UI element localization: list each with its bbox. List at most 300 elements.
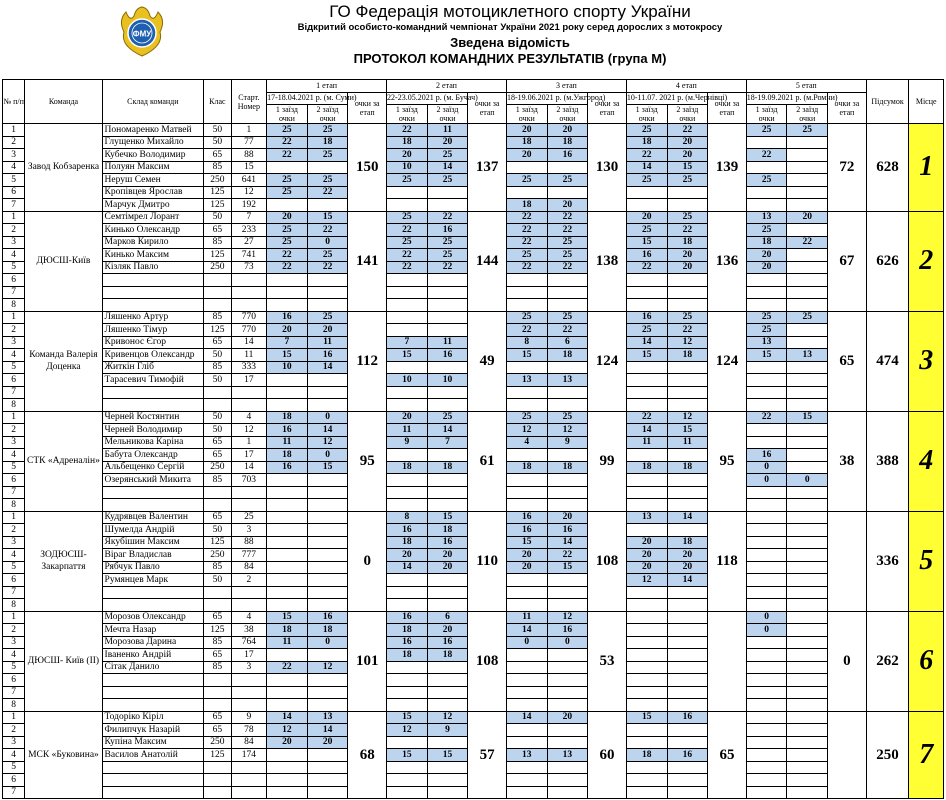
score-cell <box>787 286 828 299</box>
score-cell: 12 <box>626 574 667 587</box>
rider-index: 8 <box>3 599 25 612</box>
score-cell <box>626 374 667 387</box>
score-cell: 14 <box>307 361 348 374</box>
points-label: очки <box>758 114 775 123</box>
score-cell <box>506 599 547 612</box>
rider-name: Купіна Максим <box>102 736 204 749</box>
score-cell <box>427 286 468 299</box>
score-cell <box>667 361 708 374</box>
score-cell <box>547 386 588 399</box>
score-cell <box>387 774 428 787</box>
score-cell <box>787 136 828 149</box>
rider-index: 1 <box>3 711 25 724</box>
score-cell: 20 <box>267 211 308 224</box>
rider-index: 6 <box>3 274 25 287</box>
rider-index: 4 <box>3 449 25 462</box>
score-cell: 16 <box>667 711 708 724</box>
rider-index: 1 <box>3 511 25 524</box>
score-cell <box>427 486 468 499</box>
rider-index: 7 <box>3 786 25 799</box>
rider-name: Рябчук Павло <box>102 561 204 574</box>
run-header-5-2 <box>787 105 828 124</box>
team-total: 262 <box>866 611 909 711</box>
score-cell: 14 <box>427 161 468 174</box>
team-place: 3 <box>909 311 944 411</box>
rider-start-number <box>231 486 267 499</box>
score-cell: 15 <box>626 349 667 362</box>
score-cell: 20 <box>506 124 547 137</box>
score-cell: 22 <box>267 249 308 262</box>
score-cell: 25 <box>307 149 348 162</box>
score-cell <box>547 274 588 287</box>
table-row <box>3 211 944 224</box>
run-label: 2 заїзд <box>316 105 339 114</box>
score-cell <box>667 524 708 537</box>
score-cell <box>787 261 828 274</box>
rider-class <box>204 699 231 712</box>
score-cell <box>746 774 787 787</box>
score-cell: 25 <box>506 249 547 262</box>
rider-class: 50 <box>204 374 231 387</box>
score-cell: 18 <box>506 136 547 149</box>
score-cell: 25 <box>506 411 547 424</box>
score-cell <box>746 374 787 387</box>
rider-start-number: 4 <box>231 611 267 624</box>
score-cell <box>746 586 787 599</box>
team-stage-points: 57 <box>468 711 507 799</box>
run-label: 1 заїзд <box>515 105 538 114</box>
run-header-5-1 <box>746 105 787 124</box>
rider-start-number: 3 <box>231 661 267 674</box>
score-cell: 7 <box>427 436 468 449</box>
rider-index: 2 <box>3 224 25 237</box>
team-total: 250 <box>866 711 909 799</box>
score-cell: 15 <box>626 236 667 249</box>
score-cell: 18 <box>427 524 468 537</box>
rider-class: 85 <box>204 236 231 249</box>
run-label: 2 заїзд <box>556 105 579 114</box>
rider-start-number: 3 <box>231 524 267 537</box>
rider-index: 6 <box>3 674 25 687</box>
score-cell: 18 <box>547 461 588 474</box>
score-cell <box>667 299 708 312</box>
score-cell <box>667 486 708 499</box>
score-cell <box>387 661 428 674</box>
document-header <box>0 0 946 78</box>
rider-index: 4 <box>3 249 25 262</box>
score-cell: 12 <box>506 424 547 437</box>
rider-index: 1 <box>3 124 25 137</box>
score-cell <box>746 711 787 724</box>
score-cell: 16 <box>746 449 787 462</box>
rider-name: Житкін Гліб <box>102 361 204 374</box>
score-cell <box>506 699 547 712</box>
rider-start-number <box>231 774 267 787</box>
score-cell <box>746 399 787 412</box>
rider-name: Мельникова Каріна <box>102 436 204 449</box>
rider-index: 5 <box>3 661 25 674</box>
score-cell <box>787 461 828 474</box>
score-cell <box>387 736 428 749</box>
score-cell <box>387 574 428 587</box>
score-cell <box>547 499 588 512</box>
team-stage-points: 67 <box>828 211 867 311</box>
score-cell <box>387 486 428 499</box>
run-label: 1 заїзд <box>635 105 658 114</box>
rider-index: 6 <box>3 374 25 387</box>
rider-start-number <box>231 761 267 774</box>
rider-index: 8 <box>3 699 25 712</box>
score-cell: 20 <box>626 549 667 562</box>
col-header-roster: Склад команди <box>102 80 204 124</box>
score-cell: 18 <box>667 536 708 549</box>
team-total: 336 <box>866 511 909 611</box>
score-cell: 13 <box>787 349 828 362</box>
score-cell: 14 <box>506 624 547 637</box>
score-cell <box>547 574 588 587</box>
team-stage-points: 61 <box>468 411 507 511</box>
rider-name: Тодоріко Кіріл <box>102 711 204 724</box>
score-cell: 16 <box>547 524 588 537</box>
score-cell: 16 <box>626 311 667 324</box>
score-cell <box>506 399 547 412</box>
team-stage-points: 65 <box>708 711 747 799</box>
score-cell: 22 <box>547 224 588 237</box>
score-cell <box>267 524 308 537</box>
score-cell: 15 <box>387 349 428 362</box>
score-cell <box>307 286 348 299</box>
score-cell: 20 <box>626 561 667 574</box>
score-cell <box>387 686 428 699</box>
team-stage-points: 144 <box>468 211 507 311</box>
score-cell: 22 <box>547 211 588 224</box>
score-cell: 16 <box>427 536 468 549</box>
score-cell <box>626 674 667 687</box>
score-cell <box>667 736 708 749</box>
score-cell <box>787 749 828 762</box>
score-cell: 25 <box>267 236 308 249</box>
rider-index: 8 <box>3 299 25 312</box>
score-cell: 20 <box>427 136 468 149</box>
score-cell <box>307 511 348 524</box>
rider-name: Сітак Данило <box>102 661 204 674</box>
score-cell <box>547 399 588 412</box>
points-label: очки <box>559 114 576 123</box>
score-cell: 25 <box>267 224 308 237</box>
score-cell <box>307 399 348 412</box>
score-cell <box>267 386 308 399</box>
score-cell: 22 <box>506 261 547 274</box>
team-stage-points: 65 <box>828 311 867 411</box>
score-cell <box>787 599 828 612</box>
score-cell: 20 <box>307 324 348 337</box>
score-cell: 22 <box>626 411 667 424</box>
rider-name <box>102 286 204 299</box>
score-cell: 22 <box>307 224 348 237</box>
score-cell: 22 <box>626 149 667 162</box>
rider-index: 3 <box>3 536 25 549</box>
run-label: 1 заїзд <box>395 105 418 114</box>
team-stage-points: 124 <box>588 311 627 411</box>
score-cell <box>506 724 547 737</box>
score-cell: 6 <box>427 611 468 624</box>
rider-start-number: 78 <box>231 724 267 737</box>
score-cell <box>267 399 308 412</box>
score-cell <box>787 324 828 337</box>
score-cell <box>307 199 348 212</box>
team-stage-points: 68 <box>348 711 387 799</box>
score-cell <box>427 786 468 799</box>
score-cell <box>746 274 787 287</box>
score-cell <box>307 386 348 399</box>
score-cell <box>667 649 708 662</box>
score-cell: 18 <box>387 536 428 549</box>
score-cell: 16 <box>307 611 348 624</box>
table-row <box>3 511 944 524</box>
score-cell <box>746 674 787 687</box>
score-cell: 20 <box>667 149 708 162</box>
rider-class: 250 <box>204 736 231 749</box>
rider-index: 3 <box>3 336 25 349</box>
rider-index: 6 <box>3 474 25 487</box>
score-cell: 11 <box>667 436 708 449</box>
rider-index: 3 <box>3 149 25 162</box>
score-cell <box>267 749 308 762</box>
score-cell <box>787 586 828 599</box>
team-place: 1 <box>909 124 944 212</box>
score-cell <box>427 736 468 749</box>
score-cell <box>307 299 348 312</box>
score-cell <box>787 336 828 349</box>
rider-class: 125 <box>204 536 231 549</box>
score-cell <box>667 399 708 412</box>
score-cell: 18 <box>626 461 667 474</box>
score-cell <box>307 674 348 687</box>
score-cell: 16 <box>427 636 468 649</box>
rider-name: Іваненко Андрій <box>102 649 204 662</box>
rider-start-number: 12 <box>231 424 267 437</box>
score-cell <box>787 386 828 399</box>
rider-start-number: 777 <box>231 549 267 562</box>
rider-start-number: 764 <box>231 636 267 649</box>
score-cell: 25 <box>746 324 787 337</box>
score-cell <box>746 699 787 712</box>
rider-start-number <box>231 386 267 399</box>
score-cell: 20 <box>267 736 308 749</box>
team-stage-points: 53 <box>588 611 627 711</box>
rider-start-number: 1 <box>231 124 267 137</box>
rider-name: Якубішин Максим <box>102 536 204 549</box>
rider-name <box>102 399 204 412</box>
rider-index: 5 <box>3 561 25 574</box>
score-cell: 16 <box>267 461 308 474</box>
score-cell <box>547 649 588 662</box>
rider-name: Озерянський Микита <box>102 474 204 487</box>
score-cell: 22 <box>387 249 428 262</box>
score-cell <box>506 674 547 687</box>
score-cell: 22 <box>626 261 667 274</box>
rider-name: Бабута Олександр <box>102 449 204 462</box>
score-cell <box>427 386 468 399</box>
rider-index: 3 <box>3 736 25 749</box>
rider-start-number: 770 <box>231 324 267 337</box>
score-cell <box>307 761 348 774</box>
score-cell <box>626 611 667 624</box>
rider-name: Ляшенко Артур <box>102 311 204 324</box>
score-cell: 7 <box>267 336 308 349</box>
score-cell <box>506 786 547 799</box>
score-cell: 25 <box>307 174 348 187</box>
score-cell <box>787 724 828 737</box>
rider-start-number: 14 <box>231 336 267 349</box>
score-cell: 15 <box>506 349 547 362</box>
score-cell: 18 <box>547 136 588 149</box>
score-cell <box>667 761 708 774</box>
rider-class: 250 <box>204 461 231 474</box>
stage-header-3: 3 етап <box>506 80 626 93</box>
rider-name: Кропівцев Ярослав <box>102 186 204 199</box>
score-cell: 16 <box>387 524 428 537</box>
score-cell: 25 <box>746 311 787 324</box>
score-cell <box>387 674 428 687</box>
points-label: очки <box>638 114 655 123</box>
score-cell: 14 <box>626 336 667 349</box>
rider-index: 6 <box>3 186 25 199</box>
score-cell: 22 <box>387 261 428 274</box>
score-cell <box>387 274 428 287</box>
run-label: 2 заїзд <box>436 105 459 114</box>
score-cell <box>746 786 787 799</box>
rider-name: Морозов Олександр <box>102 611 204 624</box>
score-cell: 15 <box>387 749 428 762</box>
team-stage-points: 95 <box>708 411 747 511</box>
score-cell: 16 <box>626 249 667 262</box>
score-cell <box>506 361 547 374</box>
rider-start-number: 333 <box>231 361 267 374</box>
rider-start-number: 15 <box>231 161 267 174</box>
score-cell: 18 <box>267 411 308 424</box>
score-cell <box>787 711 828 724</box>
score-cell: 18 <box>626 749 667 762</box>
score-cell: 25 <box>547 311 588 324</box>
score-cell: 25 <box>427 236 468 249</box>
score-cell: 20 <box>267 324 308 337</box>
stage-header-5: 5 етап <box>746 80 866 93</box>
run-label: 1 заїзд <box>755 105 778 114</box>
rider-class: 50 <box>204 124 231 137</box>
rider-class <box>204 286 231 299</box>
rider-index: 4 <box>3 549 25 562</box>
score-cell <box>506 386 547 399</box>
table-row <box>3 611 944 624</box>
rider-name: Кривонос Єгор <box>102 336 204 349</box>
rider-class: 65 <box>204 711 231 724</box>
score-cell: 12 <box>667 411 708 424</box>
team-place: 5 <box>909 511 944 611</box>
rider-index: 1 <box>3 211 25 224</box>
rider-class: 65 <box>204 436 231 449</box>
score-cell <box>626 299 667 312</box>
score-cell <box>547 286 588 299</box>
score-cell: 20 <box>667 549 708 562</box>
rider-name <box>102 674 204 687</box>
score-cell: 22 <box>427 261 468 274</box>
stage-header-1: 1 етап <box>267 80 387 93</box>
score-cell: 15 <box>506 536 547 549</box>
rider-name <box>102 761 204 774</box>
rider-class: 50 <box>204 349 231 362</box>
rider-start-number <box>231 274 267 287</box>
score-cell <box>427 699 468 712</box>
rider-name <box>102 699 204 712</box>
score-cell: 22 <box>427 211 468 224</box>
rider-name: Неруш Семен <box>102 174 204 187</box>
score-cell: 22 <box>307 261 348 274</box>
score-cell <box>787 249 828 262</box>
score-cell <box>427 311 468 324</box>
score-cell: 22 <box>506 236 547 249</box>
score-cell: 9 <box>427 724 468 737</box>
score-cell: 18 <box>667 349 708 362</box>
score-cell: 22 <box>387 224 428 237</box>
score-cell: 25 <box>746 174 787 187</box>
rider-index: 7 <box>3 286 25 299</box>
score-cell: 16 <box>427 224 468 237</box>
col-header-total: Підсумок <box>866 80 909 124</box>
score-cell <box>626 699 667 712</box>
rider-class: 65 <box>204 224 231 237</box>
rider-index: 5 <box>3 261 25 274</box>
score-cell: 15 <box>307 211 348 224</box>
score-cell: 15 <box>427 511 468 524</box>
rider-class <box>204 599 231 612</box>
score-cell: 25 <box>626 324 667 337</box>
score-cell <box>267 549 308 562</box>
score-cell: 20 <box>547 511 588 524</box>
score-cell: 16 <box>427 349 468 362</box>
score-cell: 13 <box>746 211 787 224</box>
score-cell <box>667 599 708 612</box>
rider-index: 1 <box>3 311 25 324</box>
score-cell: 18 <box>387 461 428 474</box>
score-cell <box>506 661 547 674</box>
score-cell: 22 <box>307 186 348 199</box>
rider-index: 7 <box>3 586 25 599</box>
score-cell: 22 <box>547 261 588 274</box>
score-cell <box>787 624 828 637</box>
team-results-table <box>2 79 944 799</box>
score-cell <box>626 636 667 649</box>
score-cell <box>787 636 828 649</box>
score-cell <box>307 486 348 499</box>
table-row <box>3 311 944 324</box>
rider-index: 8 <box>3 399 25 412</box>
team-stage-points: 141 <box>348 211 387 311</box>
score-cell <box>746 549 787 562</box>
score-cell <box>746 574 787 587</box>
score-cell <box>547 774 588 787</box>
score-cell: 22 <box>667 324 708 337</box>
score-cell <box>787 511 828 524</box>
rider-name <box>102 586 204 599</box>
score-cell <box>547 686 588 699</box>
score-cell: 22 <box>506 224 547 237</box>
points-label: очки <box>398 114 415 123</box>
rider-index: 7 <box>3 686 25 699</box>
col-header-place: Місце <box>909 80 944 124</box>
score-cell <box>626 399 667 412</box>
score-cell: 18 <box>307 136 348 149</box>
